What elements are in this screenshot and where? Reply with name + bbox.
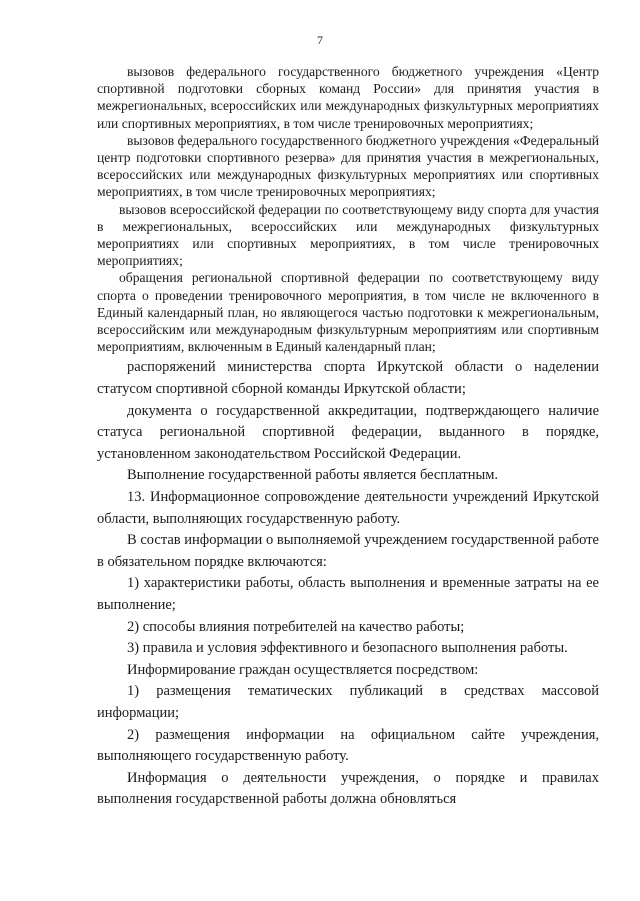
paragraph-information-content: В состав информации о выполняемой учреждением государственной работе в обязательном порядке включаются: [97, 532, 599, 570]
paragraph-update-info: Информация о деятельности учреждения, о порядке и правилах выполнения государственной работы должна обновляться [97, 769, 599, 808]
means-item-2: 2) размещения информации на официальном сайте учреждения, выполняющего государственную работу. [97, 726, 599, 765]
paragraph-federation-calls: вызовов всероссийской федерации по соответствующему виду спорта для участия в межрегиональных, всероссийских или международных физкультурных мероприятиях или спортивных мероприятиях, в том числе тренировочных мероприятиях; [97, 201, 599, 269]
paragraph-fcsp-calls: вызовов федерального государственного бюджетного учреждения «Центр спортивной подготовки сборных команд России» для принятия участия в межрегиональных, всероссийских или международных физкультурных мероприятиях или спортивных мероприятиях, в том числе тренировочных мероприятиях; [97, 64, 599, 131]
list-item-1: 1) характеристики работы, область выполнения и временные затраты на ее выполнение; [97, 575, 599, 613]
paragraph-section-13: 13. Информационное сопровождение деятельности учреждений Иркутской области, выполняющих государственную работу. [97, 489, 599, 527]
paragraph-regional-federation-request: обращения региональной спортивной федерации по соответствующему виду спорта о проведении тренировочного мероприятия, в том числе не включенного в Единый календарный план, но являющегося частью подготовки к межрегиональным, всероссийским или международным физкультурным мероприятиям или спортивным мероприятиям, включенным в Единый календарный план; [97, 270, 599, 355]
means-item-1: 1) размещения тематических публикаций в средствах массовой информации; [97, 683, 599, 721]
list-item-3: 3) правила и условия эффективного и безопасного выполнения работы. [127, 640, 568, 657]
paragraph-accreditation-document: документа о государственной аккредитации, подтверждающего наличие статуса региональной спортивной федерации, выданного в порядке, установленном законодательством Российской Федерации. [97, 402, 599, 462]
list-item-2: 2) способы влияния потребителей на качество работы; [127, 618, 465, 635]
document-body [97, 63, 599, 811]
paragraph-free-of-charge: Выполнение государственной работы является бесплатным. [127, 467, 499, 484]
page-number: 7 [317, 33, 323, 47]
paragraph-informing-means: Информирование граждан осуществляется посредством: [127, 661, 479, 678]
paragraph-fcpsr-calls: вызовов федерального государственного бюджетного учреждения «Федеральный центр подготовки спортивного резерва» для принятия участия в межрегиональных, всероссийских или международных физкультурных мероприятиях или спортивных мероприятиях, в том числе тренировочных мероприятиях; [97, 132, 599, 200]
document-section-large [97, 357, 599, 810]
document-section-small [97, 63, 599, 355]
paragraph-ministry-orders: распоряжений министерства спорта Иркутской области о наделении статусом спортивной сборной команды Иркутской области; [97, 359, 599, 398]
